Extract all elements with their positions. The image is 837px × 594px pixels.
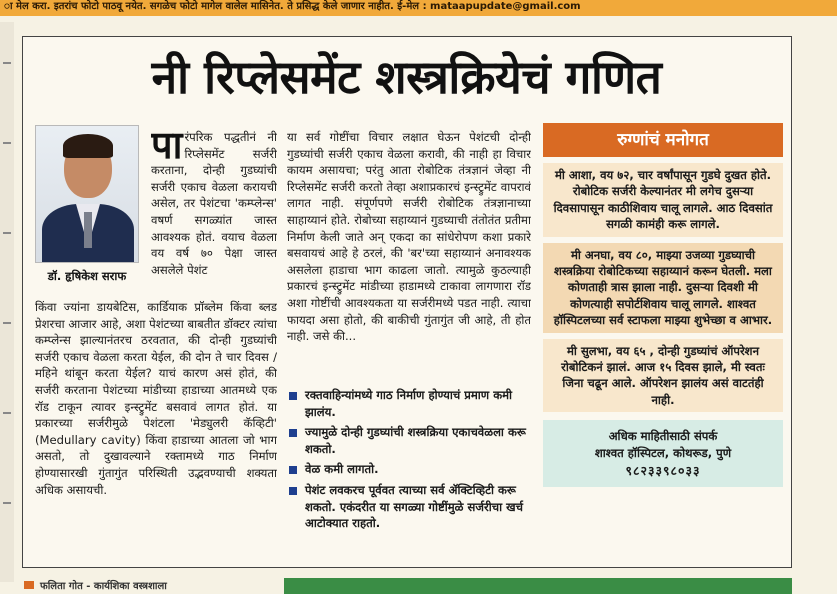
column-1-lead-text: रंपरिक पद्धतीनं नी रिप्लेसमेंट सर्जरी करताना, दोन्ही गुडघ्यांची सर्जरी एकाच वेळला करायची असेल, तर पेशंटचा 'कम्प्लेन्स' वषर्ण सगळ्यांत जास्त आवश्यक होतं. वयाच वेळला वय वर्ष ७० पेक्षा जास्त असलेले पेशंट bbox=[151, 130, 277, 277]
bottom-green-banner bbox=[284, 578, 792, 594]
contact-hospital: शाश्वत हॉस्पिटल, कोथरूड, पुणे bbox=[594, 446, 732, 461]
sidebar-title: रुग्णांचं मनोगत bbox=[543, 123, 783, 157]
contact-phone: ९८२३३९८०३३ bbox=[625, 463, 701, 479]
drop-cap: पा bbox=[151, 129, 183, 167]
top-notice-text: ा मेल करा. इतरांच फोटो पाठवू नयेत. सगळेच फोटो मागेल वालेल मासिनेत. ते प्रसिद्ध केले जाणार नाहीत. ई-मेल : mataapupdate@gmail.com bbox=[4, 1, 581, 12]
contact-box bbox=[543, 420, 783, 487]
article-headline: नी रिप्लेसमेंट शस्त्रक्रियेचं गणित bbox=[151, 50, 662, 104]
benefit-item: पेशंट लवकरच पूर्ववत त्याच्या सर्व ॲक्टिव्हिटी करू शकतो. एकंदरीत या सगळ्या गोष्टींमुळे सर्जरीचा खर्च आटोक्यात राहतो. bbox=[287, 482, 531, 532]
article-frame bbox=[22, 36, 792, 568]
next-article-teaser: फलिता गोत - कार्यशिका वस्त्रशाला bbox=[24, 578, 264, 594]
testimonial-anagha: मी अनघा, वय ८०, माझ्या उजव्या गुडघ्याची शस्त्रक्रिया रोबोटिकच्या सहाय्यानं करून घेतली. मला कोणताही त्रास झाला नाही. दुसऱ्या दिवशी मी कोणत्याही सपोर्टशिवाय चालू लागले. शाश्वत हॉस्पिटलच्या सर्व स्टाफला माझ्या शुभेच्छा व आभार. bbox=[543, 243, 783, 333]
column-2-body: या सर्व गोष्टींचा विचार लक्षात घेऊन पेशंटची दोन्ही गुडघ्यांची सर्जरी एकाच वेळला करावी, की नाही हा विचार कायम असायचा; परंतु आता रोबोटिक तंत्रज्ञानं जेव्हा नी रिप्लेसमेंट सर्जरी करतो तेव्हा अशाप्रकारचं इन्स्ट्रुमेंट वापरावं लागत नाही. संपूर्णपणे सर्जरी रोबोटिक तंत्रज्ञानाच्या साहाय्यानं होते. रोबोच्या सहाय्यानं गुडघ्याची तंतोतंत प्रतीमा निर्माण केली जाते अन् एकदा का सांधेरोपण कशा प्रकारे बसवायचं आहे हे ठरलं, की 'बर'च्या सहाय्यानं अनावश्यक असलेला हाडाचा भाग काढला जातो. त्यामुळे कुठल्याही प्रकारचं इन्स्ट्रुमेंट मांडीच्या हाडामध्ये टाकावा लागणारा रॉड अशा गोष्टींची आवश्यकता या सर्जरीमध्ये पडत नाही. त्याचा फायदा असा होतो, की बाकीची गुंतागुंत जी आहे, ती होत नाही. जसे की... bbox=[287, 130, 531, 344]
column-1-body: किंवा ज्यांना डायबेटिस, कार्डियाक प्रॉब्लेम किंवा ब्लड प्रेशरचा आजार आहे, अशा पेशंटच्या बाबतीत डॉक्टर त्यांचा कम्प्लेन्स झाल्यानंतरच ठरवतात, की दोन्ही गुडघ्यांची सर्जरी एकाच वेळला करता येईल, की दोन ते चार दिवस / महिने थांबून करता येईल? याचं कारण असं होतं, की सर्जरी करताना पेशंटच्या मांडीच्या हाडाच्या आतमध्ये एक रॉड टाकून त्यावर इन्स्ट्रुमेंट बसवावं लागत होतं. या प्रकारच्या सर्जरीमुळे पेशंटला 'मेड्युलरी कॅव्हिटी' (Medullary cavity) किंवा हाडाच्या आतला जो भाग असतो, तो दुखावल्याने रक्तामध्ये गाठ निर्माण होण्यासारखी गुंतागुंत परिस्थिती उद्भवण्याची शक्यता अधिक असायची. bbox=[35, 300, 277, 497]
benefit-item: ज्यामुळे दोन्ही गुडघ्यांची शस्त्रक्रिया एकाचवेळला करू शकतो. bbox=[287, 424, 531, 457]
benefits-list bbox=[287, 387, 531, 563]
author-photo bbox=[35, 125, 139, 263]
adjacent-column-edge bbox=[0, 22, 14, 582]
testimonial-asha: मी आशा, वय ७२, चार वर्षांपासून गुडघे दुखत होते. रोबोटिक सर्जरी केल्यानंतर मी लगेच दुसऱ्या दिवसापासून काठीशिवाय चालू लागले. आठ दिवसांत सगळी कामंही करू लागले. bbox=[543, 163, 783, 237]
column-1-lead bbox=[151, 129, 277, 305]
patient-testimonials-sidebar bbox=[543, 123, 783, 555]
top-notice-strip bbox=[0, 0, 837, 16]
benefit-item: वेळ कमी लागतो. bbox=[287, 461, 531, 478]
testimonial-sulabha: मी सुलभा, वय ६५ , दोन्ही गुडघ्यांचं ऑपरेशन रोबोटिकनं झालं. आज १५ दिवस झाले, मी स्वतः जिना चढून आले. ऑपरेशन झालंय असं वाटतंही नाही. bbox=[543, 339, 783, 413]
benefit-item: रक्तवाहिन्यांमध्ये गाठ निर्माण होण्याचं प्रमाण कमी झालंय. bbox=[287, 387, 531, 420]
contact-label: अधिक माहितीसाठी संपर्क bbox=[608, 429, 718, 444]
author-name: डॉ. हृषिकेश सराफ bbox=[47, 269, 127, 283]
